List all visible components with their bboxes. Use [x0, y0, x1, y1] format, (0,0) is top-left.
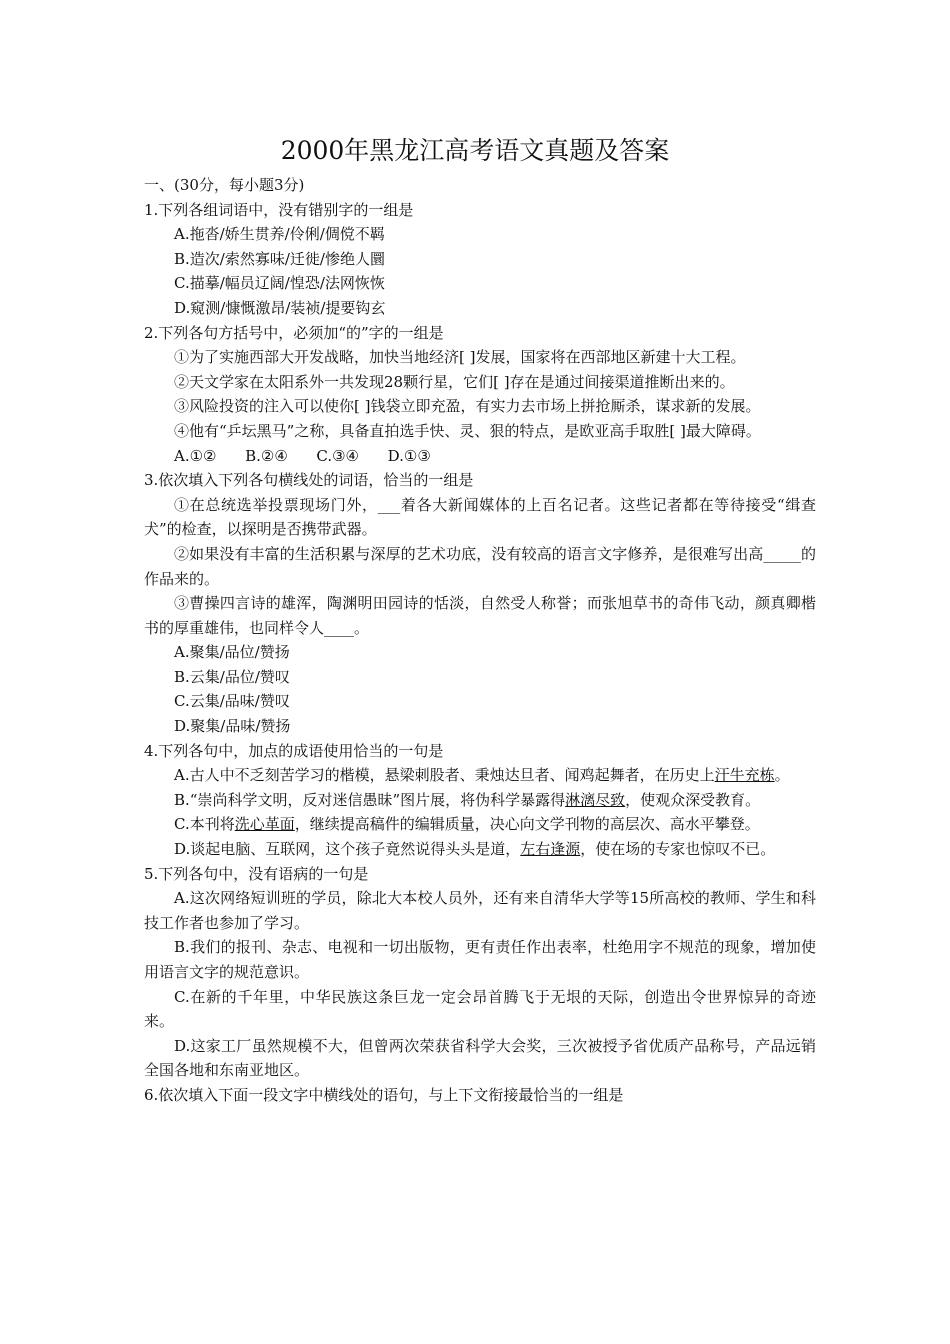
question-3-stem: 3.依次填入下列各句横线处的词语，恰当的一组是: [144, 471, 474, 490]
q3-item-2: ②如果没有丰富的生活积累与深厚的艺术功底，没有较高的语言文字修养，是很难写出高_____的作品来的。: [144, 544, 816, 588]
q4-c-idiom: 洗心革面: [234, 815, 295, 834]
q1-option-a: A.拖沓/娇生贯养/伶俐/倜傥不羁: [174, 225, 385, 244]
q4-a-idiom: 汗牛充栋: [714, 766, 775, 785]
section-heading: 一、(30分，每小题3分): [144, 176, 305, 194]
q4-d-text-after: ，使在场的专家也惊叹不已。: [580, 840, 776, 859]
document-body: [144, 173, 816, 1108]
q4-c-text-before: C.本刊将: [174, 815, 235, 834]
q1-option-b: B.造次/索然寡味/迁徙/惨绝人圜: [174, 249, 385, 268]
q5-option-d: D.这家工厂虽然规模不大，但曾两次荣获省科学大会奖，三次被授予省优质产品称号，产品远销全国各地和东南亚地区。: [144, 1036, 816, 1080]
q3-item-1: ①在总统选举投票现场门外，___着各大新闻媒体的上百名记者。这些记者都在等待接受“缉查犬”的检查，以探明是否携带武器。: [144, 495, 816, 539]
question-6-stem: 6.依次填入下面一段文字中横线处的语句，与上下文衔接最恰当的一组是: [144, 1085, 624, 1104]
q5-option-a: A.这次网络短训班的学员，除北大本校人员外，还有来自清华大学等15所高校的教师、学生和科技工作者也参加了学习。: [144, 889, 816, 932]
q2-item-1: ①为了实施西部大开发战略，加快当地经济[ ]发展，国家将在西部地区新建十大工程。: [174, 348, 746, 367]
q4-a-text-after: 。: [774, 766, 790, 785]
q1-option-d: D.窥测/慷慨激昂/装祯/提要钩玄: [174, 298, 386, 317]
q3-option-d: D.聚集/品味/赞扬: [174, 717, 291, 736]
question-5-stem: 5.下列各句中，没有语病的一句是: [144, 864, 369, 883]
q4-a-text-before: A.古人中不乏刻苦学习的楷模，悬梁刺股者、秉烛达旦者、闻鸡起舞者，在历史上: [174, 766, 715, 785]
q5-option-c: C.在新的千年里，中华民族这条巨龙一定会昂首腾飞于无垠的天际，创造出令世界惊异的奇迹来。: [144, 987, 816, 1031]
question-1-stem: 1.下列各组词语中，没有错别字的一组是: [144, 200, 414, 219]
q4-b-idiom: 淋漓尽致: [565, 790, 626, 809]
q1-option-c: C.描摹/幅员辽阔/惶恐/法网恢恢: [174, 274, 385, 293]
q4-option-d: [144, 837, 816, 862]
q4-d-text-before: D.谈起电脑、互联网，这个孩子竟然说得头头是道，: [174, 840, 521, 859]
q2-item-4: ④他有“乒坛黑马”之称，具备直拍选手快、灵、狠的特点，是欧亚高手取胜[ ]最大障碍。: [174, 421, 761, 440]
q4-b-text-after: ，使观众深受教育。: [625, 790, 761, 809]
q4-option-a: [144, 763, 816, 788]
q3-item-3: ③曹操四言诗的雄浑，陶渊明田园诗的恬淡，自然受人称誉；而张旭草书的奇伟飞动，颜真卿楷书的厚重雄伟，也同样令人____。: [144, 594, 816, 637]
q2-item-3: ③风险投资的注入可以使你[ ]钱袋立即充盈，有实力去市场上拼抢厮杀，谋求新的发展。: [174, 397, 761, 416]
q3-option-a: A.聚集/品位/赞扬: [174, 643, 290, 662]
question-2-stem: 2.下列各句方括号中，必须加“的”字的一组是: [144, 323, 444, 342]
question-4-stem: 4.下列各句中，加点的成语使用恰当的一句是: [144, 741, 444, 760]
q3-option-c: C.云集/品味/赞叹: [174, 692, 290, 711]
q4-option-c: [144, 812, 816, 837]
q2-item-2: ②天文学家在太阳系外一共发现28颗行星，它们[ ]存在是通过间接渠道推断出来的。: [174, 372, 735, 391]
q4-b-text-before: B.“崇尚科学文明，反对迷信愚昧”图片展，将伪科学暴露得: [174, 790, 566, 809]
q4-option-b: [144, 788, 816, 813]
q4-d-idiom: 左右逢源: [520, 840, 581, 859]
document-title: 2000年黑龙江高考语文真题及答案: [280, 136, 670, 165]
q3-option-b: B.云集/品位/赞叹: [174, 667, 290, 686]
q5-option-b: B.我们的报刊、杂志、电视和一切出版物，更有责任作出表率，杜绝用字不规范的现象，增加使用语言文字的规范意识。: [144, 938, 816, 981]
q2-options: A.①② B.②④ C.③④ D.①③: [174, 446, 431, 465]
q4-c-text-after: ，继续提高稿件的编辑质量，决心向文学刊物的高层次、高水平攀登。: [294, 815, 760, 834]
